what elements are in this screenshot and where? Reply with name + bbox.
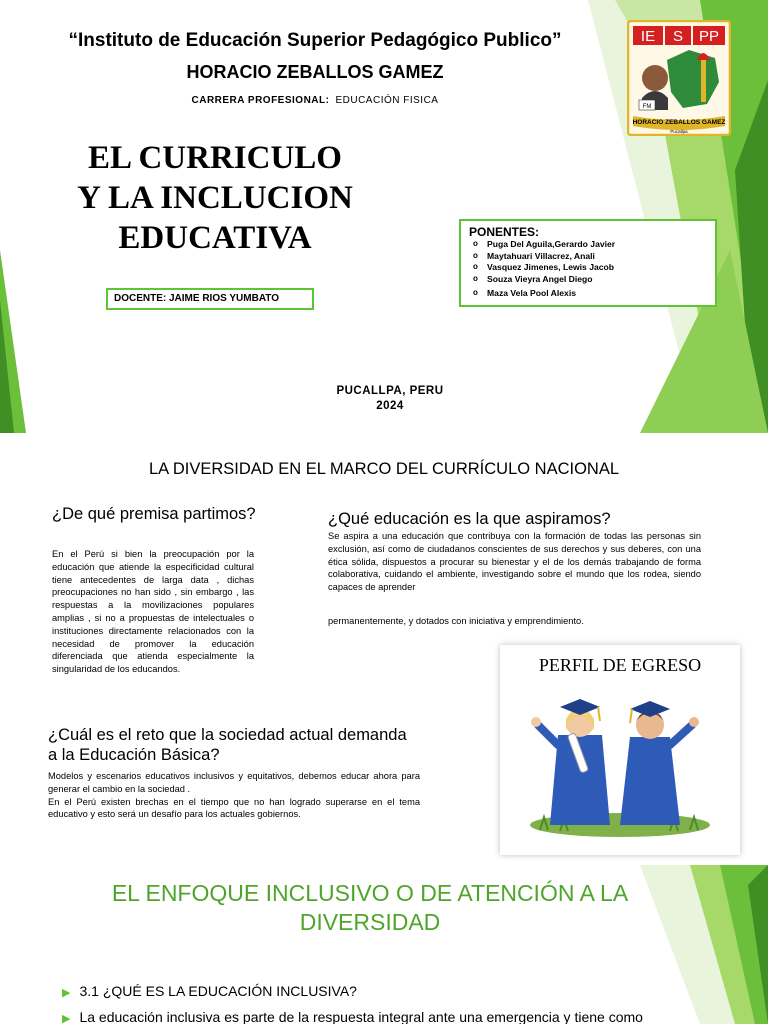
slide-inclusive-approach: [0, 865, 768, 1024]
career-label: CARRERA PROFESIONAL:: [191, 95, 330, 106]
challenge-text-line: Modelos y escenarios educativos inclusivos y equitativos, debemos educar ahora para generar el cambio en la sociedad .: [48, 771, 420, 794]
challenge-text-line: En el Perú existen brechas en el tiempo que no han logrado superarse en el tema educativo y esto será un desafío para los actuales gobiernos.: [48, 796, 420, 820]
ponente-item: o Puga Del Aguila,Gerardo Javier: [481, 239, 707, 251]
title-line: EDUCATIVA: [118, 220, 312, 256]
slide-diversity: [0, 437, 768, 861]
slide-heading: LA DIVERSIDAD EN EL MARCO DEL CURRÍCULO NACIONAL: [148, 460, 620, 478]
ponentes-list: [469, 239, 707, 300]
ponente-item: o Vasquez Jimenes, Lewis Jacob: [481, 262, 707, 274]
career-value: EDUCACIÓN FISICA: [335, 95, 439, 106]
location-date: [300, 384, 480, 414]
slide-heading: EL ENFOQUE INCLUSIVO O DE ATENCIÓN A LA DIVERSIDAD: [111, 880, 629, 935]
aspiration-text-end: permanentemente, y dotados con iniciativa y emprendimiento.: [328, 616, 584, 626]
triangle-bullet-icon: ▶: [62, 987, 71, 999]
premise-text: En el Perú si bien la preocupación por la educación que atiende la especificidad cultural tiene antecedentes de larga data , dichas preocupaciones no han sido , sin embargo , las respuestas a la movilizaciones populares amplias , si no a propuestas de intelectuales o instituciones directamente relacionados con la necesidad de promover la educación diferenciada que atienda especialmente la singularidad de los educandos.: [52, 549, 254, 675]
question-aspiration: ¿Qué educación es la que aspiramos?: [328, 510, 611, 528]
ponente-item: o Maza Vela Pool Alexis: [481, 288, 707, 300]
ponentes-box: [459, 219, 717, 307]
challenge-text: [48, 770, 420, 821]
logo-subcaption: Pucallpa: [670, 129, 688, 134]
triangle-bullet-icon: ▶: [62, 1013, 71, 1024]
year: 2024: [376, 400, 404, 412]
aspiration-text: Se aspira a una educación que contribuya con la formación de todas las personas sin exclusión, así como de ciudadanos conscientes de sus derechos y sus deberes, con una ética sólida, dispuestos a procurar su bienestar y el de los demás trabajando de forma colaborativa, cuidando el ambiente, investigando sobre el mundo que los rodea, siendo capaces de aprender: [328, 531, 701, 593]
presentation-title: [40, 138, 390, 258]
institute-logo: [627, 20, 731, 136]
title-line: Y LA INCLUCION: [77, 180, 353, 216]
logo-caption: HORACIO ZEBALLOS GAMEZ: [632, 119, 726, 126]
question-challenge: ¿Cuál es el reto que la sociedad actual demanda a la Educación Básica?: [48, 726, 407, 764]
question-premise: ¿De qué premisa partimos?: [52, 505, 256, 523]
logo-letters: PP: [698, 28, 720, 45]
logo-letters: IE: [640, 28, 656, 45]
institute-name: HORACIO ZEBALLOS GAMEZ: [186, 62, 444, 82]
slide-title: [0, 0, 768, 433]
institute-heading: “Instituto de Educación Superior Pedagógico Publico”: [68, 30, 562, 51]
city: PUCALLPA, PERU: [336, 385, 444, 397]
perfil-title: PERFIL DE EGRESO: [538, 655, 702, 675]
perfil-card: [500, 645, 740, 855]
graduates-illustration: [520, 685, 720, 845]
bullet-item: [62, 1008, 643, 1024]
logo-badge: FM: [642, 104, 652, 110]
logo-letters: S: [672, 28, 684, 45]
career-line: [0, 95, 630, 106]
ponentes-heading: PONENTES:: [469, 225, 540, 239]
title-line: EL CURRICULO: [88, 140, 342, 176]
docente-box: DOCENTE: JAIME RIOS YUMBATO: [106, 288, 314, 310]
ponente-item: o Maytahuari Villacrez, Anali: [481, 251, 707, 263]
bullet-text: 3.1 ¿QUÉ ES LA EDUCACIÓN INCLUSIVA?: [79, 983, 357, 999]
bullet-item: [62, 982, 357, 1002]
ponente-item: o Souza Vieyra Angel Diego: [481, 274, 707, 286]
bullet-text: La educación inclusiva es parte de la respuesta integral ante una emergencia y tiene como: [79, 1009, 643, 1024]
